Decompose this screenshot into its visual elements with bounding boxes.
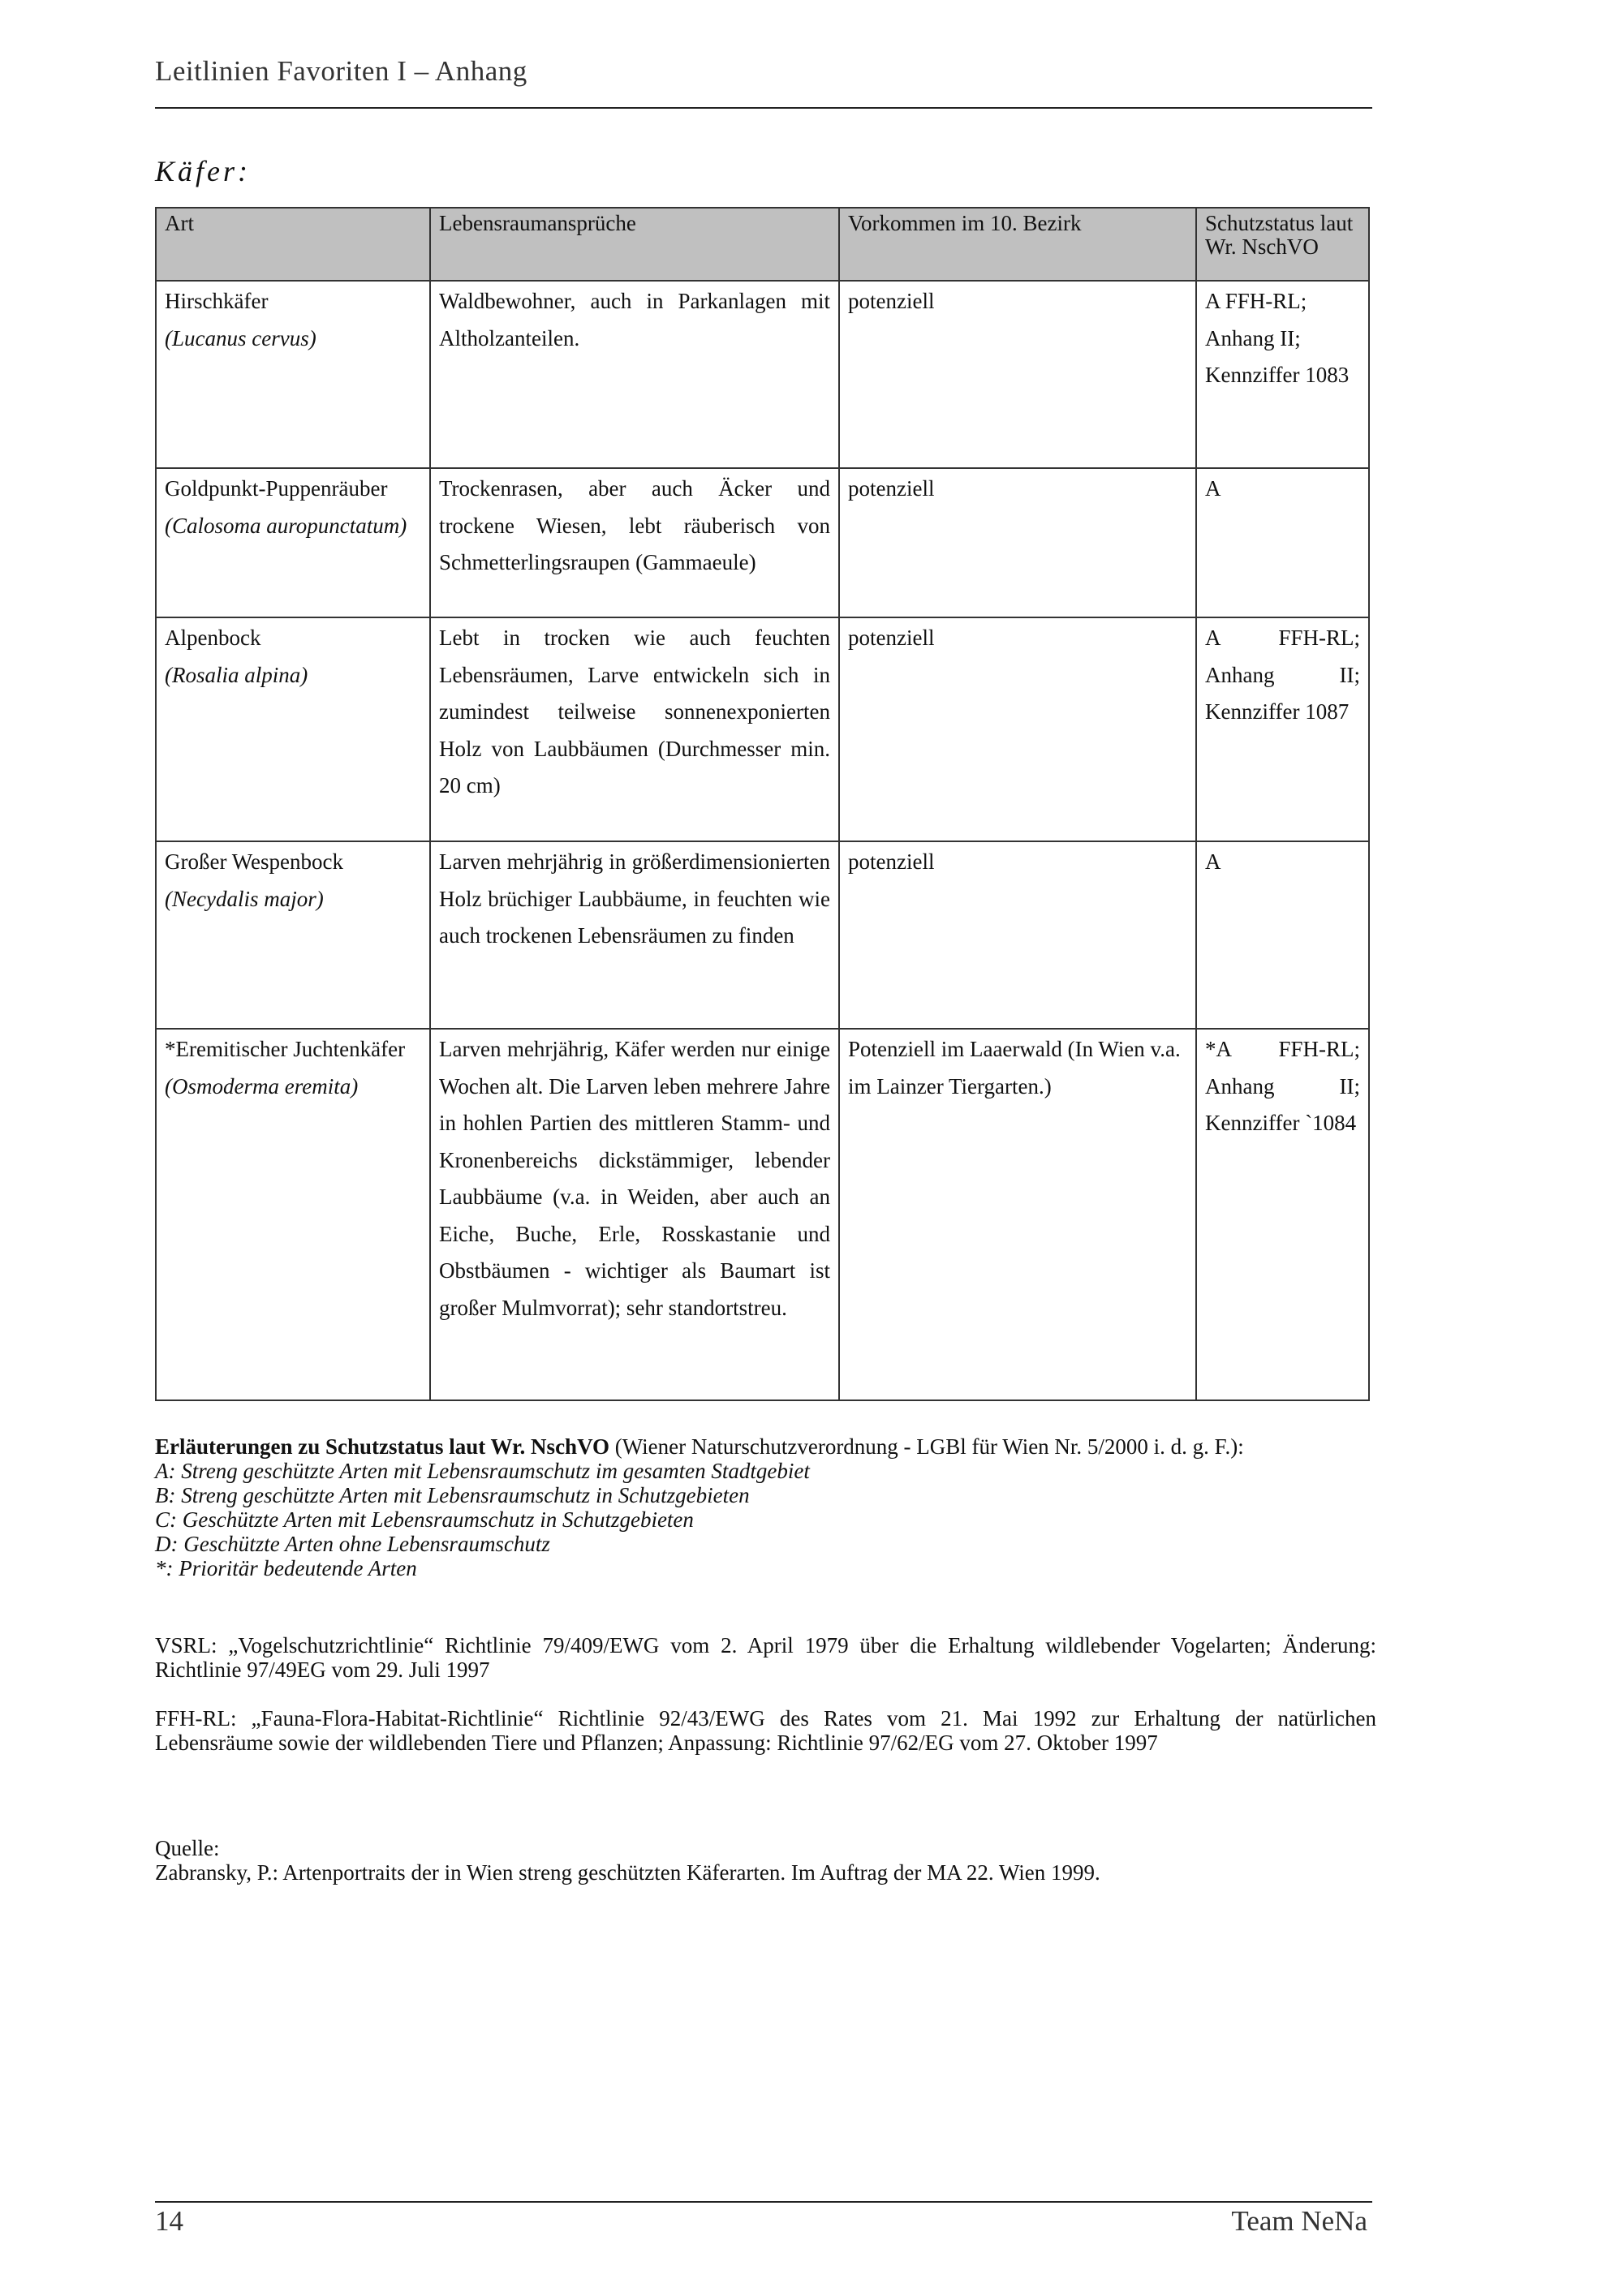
species-name: Hirschkäfer [165,289,269,313]
header-rule [155,107,1372,109]
running-header: Leitlinien Favoriten I – Anhang [155,55,527,87]
habitat-cell: Lebt in trocken wie auch feuchten Lebensräumen, Larve entwickeln sich in zumindest teilweise sonnenexponierten Holz von Laubbäumen (Durchmesser min. 20 cm) [430,617,839,841]
species-name: Großer Wespenbock [165,849,344,874]
legend-intro [155,1434,1376,1459]
legend-item: D: Geschützte Arten ohne Lebensraumschutz [155,1532,550,1556]
table-row [156,841,1369,1029]
section-title: Käfer: [155,155,251,187]
table-row [156,1029,1369,1400]
source-citation: Zabransky, P.: Artenportraits der in Wien streng geschützten Käferarten. Im Auftrag der MA 22. Wien 1999. [155,1860,1100,1885]
habitat-cell: Larven mehrjährig, Käfer werden nur einige Wochen alt. Die Larven leben mehrere Jahre in hohlen Partien des mittleren Stamm- und Kronenbereichs dickstämmiger, lebender Laubbäume (v.a. in Weiden, aber auch an Eiche, Buche, Erle, Rosskastanie und Obstbäumen - wichtiger als Baumart ist großer Mulmvorrat); sehr standortstreu. [430,1029,839,1400]
occurrence-cell: potenziell [839,281,1196,468]
table-row [156,617,1369,841]
page-number: 14 [155,2205,183,2237]
status-cell: A FFH-RL; Anhang II; Kennziffer 1083 [1196,281,1369,468]
table-row [156,468,1369,617]
species-latin: (Necydalis major) [165,886,324,911]
legend-item: A: Streng geschützte Arten mit Lebensraumschutz im gesamten Stadtgebiet [155,1459,810,1483]
habitat-cell: Larven mehrjährig in größerdimensionierten Holz brüchiger Laubbäume, in feuchten wie auch trockenen Lebensräumen zu finden [430,841,839,1029]
species-table [155,207,1370,1401]
occurrence-cell: potenziell [839,468,1196,617]
vsrl-note: VSRL: „Vogelschutzrichtlinie“ Richtlinie 79/409/EWG vom 2. April 1979 über die Erhaltung wildlebender Vogelarten; Änderung: Richtlinie 97/49EG vom 29. Juli 1997 [155,1633,1376,1682]
footer-rule [155,2201,1372,2203]
status-cell: A FFH-RL; Anhang II; Kennziffer 1087 [1196,617,1369,841]
table-row [156,281,1369,468]
species-latin: (Rosalia alpina) [165,662,308,687]
occurrence-cell: potenziell [839,841,1196,1029]
legend-item: C: Geschützte Arten mit Lebensraumschutz in Schutzgebieten [155,1507,694,1532]
legend-source: (Wiener Naturschutzverordnung - LGBl für Wien Nr. 5/2000 i. d. g. F.): [609,1434,1244,1459]
habitat-cell: Waldbewohner, auch in Parkanlagen mit Altholzanteilen. [430,281,839,468]
occurrence-cell: potenziell [839,617,1196,841]
species-name: Alpenbock [165,626,261,650]
column-header: Schutzstatus laut Wr. NschVO [1196,208,1369,281]
status-cell: A [1196,468,1369,617]
species-name: *Eremitischer Juchtenkäfer [165,1037,406,1061]
column-header: Vorkommen im 10. Bezirk [839,208,1196,281]
status-cell: A [1196,841,1369,1029]
species-name: Goldpunkt-Puppenräuber [165,476,388,501]
source-label: Quelle: [155,1836,220,1860]
notes-section [155,1434,1376,1885]
footer-team: Team NeNa [1231,2205,1367,2237]
status-cell: *A FFH-RL; Anhang II; Kennziffer `1084 [1196,1029,1369,1400]
legend-item: *: Prioritär bedeutende Arten [155,1556,417,1580]
species-latin: (Osmoderma eremita) [165,1073,359,1099]
species-latin: (Lucanus cervus) [165,325,316,350]
column-header: Lebensraumansprüche [430,208,839,281]
table-header-row [156,208,1369,281]
species-latin: (Calosoma auropunctatum) [165,513,407,538]
ffh-note: FFH-RL: „Fauna-Flora-Habitat-Richtlinie“ Richtlinie 92/43/EWG des Rates vom 21. Mai 1992 zur Erhaltung der natürlichen Lebensräume sowie der wildlebenden Tiere und Pflanzen; Anpassung: Richtlinie 97/62/EG vom 27. Oktober 1997 [155,1706,1376,1755]
habitat-cell: Trockenrasen, aber auch Äcker und trockene Wiesen, lebt räuberisch von Schmetterlingsraupen (Gammaeule) [430,468,839,617]
column-header: Art [156,208,430,281]
legend-item: B: Streng geschützte Arten mit Lebensraumschutz in Schutzgebieten [155,1483,750,1507]
occurrence-cell: Potenziell im Laaerwald (In Wien v.a. im Lainzer Tiergarten.) [839,1029,1196,1400]
legend-title: Erläuterungen zu Schutzstatus laut Wr. NschVO [155,1434,610,1459]
